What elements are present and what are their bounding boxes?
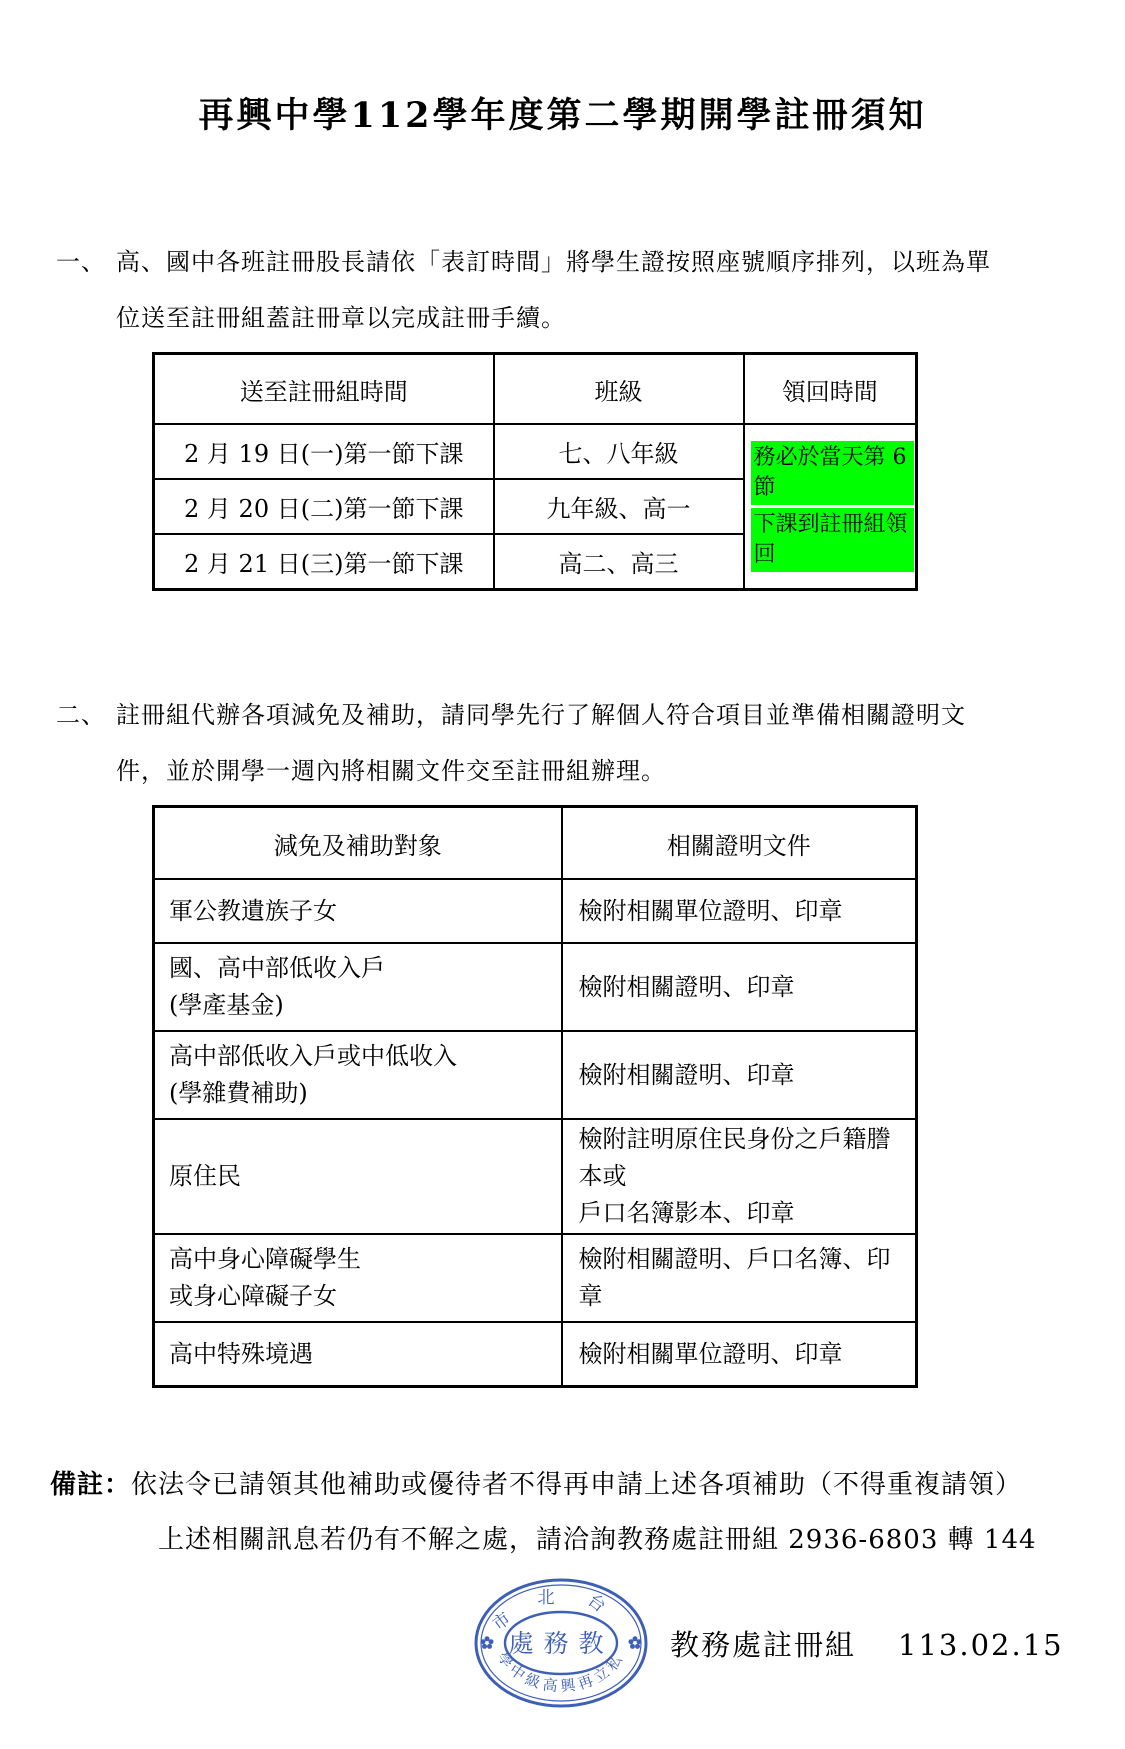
table-row xyxy=(154,879,917,943)
school-seal xyxy=(472,1576,650,1710)
section-1-text: 高、國中各班註冊股長請依「表訂時間」將學生證按照座號順序排列，以班為單位送至註冊組蓋註冊章以完成註冊手續。 xyxy=(116,248,991,332)
subsidy-target-cell: 高中特殊境遇 xyxy=(154,1322,562,1387)
table-row xyxy=(154,943,917,1031)
section-2 xyxy=(56,687,1070,799)
pickup-time-cell xyxy=(744,424,917,590)
delivery-time-cell: 2 月 19 日(一)第一節下課 xyxy=(154,424,494,479)
registration-schedule-table xyxy=(152,352,918,591)
table-row xyxy=(154,1119,917,1234)
remarks-line-1 xyxy=(50,1458,1075,1513)
table-row xyxy=(154,1234,917,1322)
footer xyxy=(472,1576,1125,1710)
seal-caption xyxy=(670,1623,1064,1664)
subsidy-target-cell: 原住民 xyxy=(154,1119,562,1234)
subsidy-target-cell: 國、高中部低收入戶 (學產基金) xyxy=(154,943,562,1031)
page-title: 再興中學112學年度第二學期開學註冊須知 xyxy=(198,95,927,136)
class-cell: 九年級、高一 xyxy=(494,479,744,534)
seal-center-text: 處務教 xyxy=(508,1629,614,1658)
subsidy-table xyxy=(152,805,918,1388)
remarks-line-2: 上述相關訊息若仍有不解之處，請洽詢教務處註冊組 2936-6803 轉 144 xyxy=(158,1525,1037,1555)
column-header-class: 班級 xyxy=(494,354,744,425)
table-row xyxy=(154,424,917,479)
table-header-row xyxy=(154,807,917,880)
column-header-subsidy-target: 減免及補助對象 xyxy=(154,807,562,880)
column-header-documents: 相關證明文件 xyxy=(562,807,917,880)
documents-cell: 檢附相關證明、戶口名簿、印章 xyxy=(562,1234,917,1322)
footer-office: 教務處註冊組 xyxy=(670,1627,857,1662)
table-row xyxy=(154,1322,917,1387)
remarks xyxy=(50,1458,1075,1568)
remarks-text-1: 依法令已請領其他補助或優待者不得再申請上述各項補助（不得重複請領） xyxy=(131,1470,1023,1500)
section-2-number: 二、 xyxy=(56,701,106,729)
column-header-delivery-time: 送至註冊組時間 xyxy=(154,354,494,425)
table-header-row xyxy=(154,354,917,425)
delivery-time-cell: 2 月 21 日(三)第一節下課 xyxy=(154,534,494,590)
highlight-note-line: 務必於當天第 6 節 xyxy=(751,441,915,505)
document-page xyxy=(0,88,1125,1749)
section-2-text: 註冊組代辦各項減免及補助，請同學先行了解個人符合項目並準備相關證明文件，並於開學一週內將相關文件交至註冊組辦理。 xyxy=(116,701,966,785)
subsidy-target-cell: 高中身心障礙學生 或身心障礙子女 xyxy=(154,1234,562,1322)
documents-cell: 檢附相關證明、印章 xyxy=(562,943,917,1031)
seal-top-text: 市北台 xyxy=(488,1588,634,1635)
documents-cell: 檢附註明原住民身份之戶籍謄本或 戶口名簿影本、印章 xyxy=(562,1119,917,1234)
footer-date: 113.02.15 xyxy=(898,1627,1064,1662)
documents-cell: 檢附相關單位證明、印章 xyxy=(562,879,917,943)
documents-cell: 檢附相關單位證明、印章 xyxy=(562,1322,917,1387)
highlight-note-line: 下課到註冊組領回 xyxy=(751,508,915,572)
remarks-label: 備註： xyxy=(50,1470,132,1500)
table-row xyxy=(154,1031,917,1119)
class-cell: 七、八年級 xyxy=(494,424,744,479)
section-1 xyxy=(56,234,1070,346)
subsidy-target-cell: 高中部低收入戶或中低收入 (學雜費補助) xyxy=(154,1031,562,1119)
delivery-time-cell: 2 月 20 日(二)第一節下課 xyxy=(154,479,494,534)
subsidy-target-cell: 軍公教遺族子女 xyxy=(154,879,562,943)
seal-bottom-text: 學中級高興再立私 xyxy=(493,1648,629,1696)
class-cell: 高二、高三 xyxy=(494,534,744,590)
section-1-number: 一、 xyxy=(56,248,106,276)
column-header-pickup-time: 領回時間 xyxy=(744,354,917,425)
documents-cell: 檢附相關證明、印章 xyxy=(562,1031,917,1119)
